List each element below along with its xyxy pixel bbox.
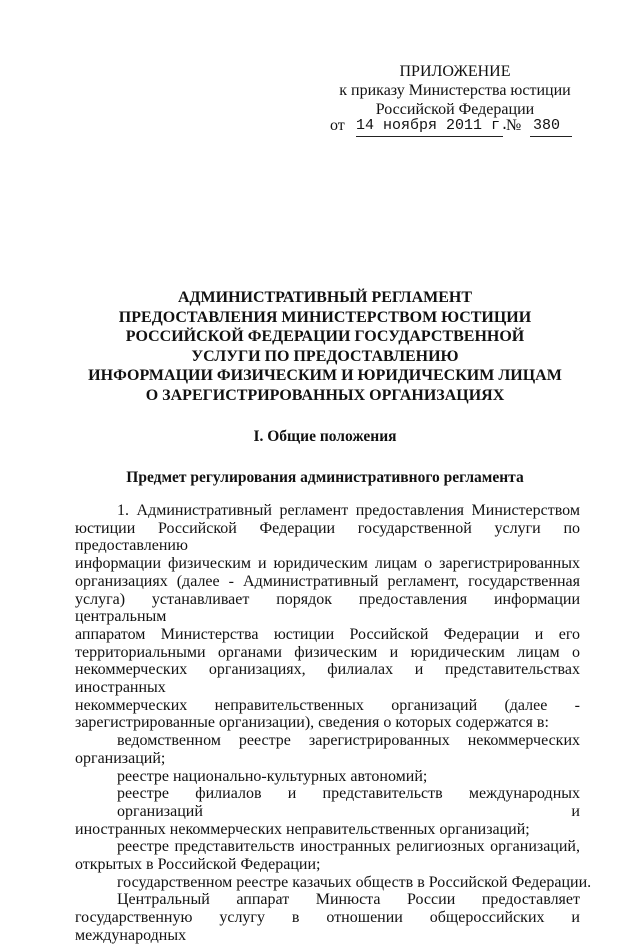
title-line: АДМИНИСТРАТИВНЫЙ РЕГЛАМЕНТ	[177, 289, 473, 306]
appendix-label: ПРИЛОЖЕНИЕ	[399, 63, 511, 80]
body-line: иностранных некоммерческих неправительственных организаций;	[75, 820, 530, 838]
document-title	[60, 288, 590, 405]
body-line: информации физическим и юридическим лицам о зарегистрированных	[75, 555, 580, 573]
body-line: ведомственном реестре зарегистрированных некоммерческих	[117, 732, 580, 750]
body-line: услуга) устанавливает порядок предоставления информации центральным	[75, 590, 580, 626]
appendix-header	[320, 62, 590, 119]
body-line: организаций;	[75, 749, 166, 767]
date-underline	[356, 136, 503, 137]
from-label: от	[330, 117, 345, 134]
document-body	[75, 502, 592, 945]
body-line: открытых в Российской Федерации;	[75, 856, 321, 874]
body-line: реестре национально-культурных автономий;	[117, 767, 428, 785]
body-line: государственном реестре казачьих обществ в Российской Федерации.	[117, 873, 592, 891]
body-line: юстиции Российской Федерации государственной услуги по предоставлению	[75, 519, 580, 555]
body-line: Центральный аппарат Минюста России предоставляет	[117, 891, 580, 909]
order-date: 14 ноября 2011 г.	[356, 117, 510, 134]
section-heading: I. Общие положения	[253, 428, 397, 445]
body-line: реестре представительств иностранных религиозных организаций,	[117, 838, 580, 856]
order-number: 380	[533, 117, 561, 134]
body-line: реестре филиалов и представительств международных организаций и	[117, 785, 580, 820]
title-line: УСЛУГИ ПО ПРЕДОСТАВЛЕНИЮ	[191, 347, 459, 365]
body-line: некоммерческих неправительственных организаций (далее -	[75, 696, 580, 714]
title-line: ИНФОРМАЦИИ ФИЗИЧЕСКИМ И ЮРИДИЧЕСКИМ ЛИЦАМ	[88, 367, 562, 384]
body-line: зарегистрированные организации), сведения о которых содержатся в:	[75, 714, 549, 732]
title-line: РОССИЙСКОЙ ФЕДЕРАЦИИ ГОСУДАРСТВЕННОЙ	[125, 328, 525, 345]
body-line: некоммерческих организациях, филиалах и представительствах иностранных	[75, 661, 580, 697]
order-date-line	[330, 117, 580, 135]
title-line: О ЗАРЕГИСТРИРОВАННЫХ ОРГАНИЗАЦИЯХ	[145, 386, 505, 404]
order-reference: к приказу Министерства юстиции	[339, 82, 571, 99]
number-underline	[530, 136, 572, 137]
number-label: №	[506, 117, 522, 134]
title-line: ПРЕДОСТАВЛЕНИЯ МИНИСТЕРСТВОМ ЮСТИЦИИ	[118, 308, 532, 326]
federation-label: Российской Федерации	[375, 101, 535, 118]
body-line: территориальными органами физическим и юридическим лицам о	[75, 643, 580, 661]
body-line: аппаратом Министерства юстиции Российской Федерации и его	[75, 625, 580, 643]
subsection-heading: Предмет регулирования административного регламента	[126, 469, 524, 486]
body-line: организациях (далее - Административный регламент, государственная	[75, 572, 580, 590]
body-line: государственную услугу в отношении общероссийских и международных	[75, 909, 580, 944]
body-line: 1. Административный регламент предоставления Министерством	[117, 502, 580, 519]
